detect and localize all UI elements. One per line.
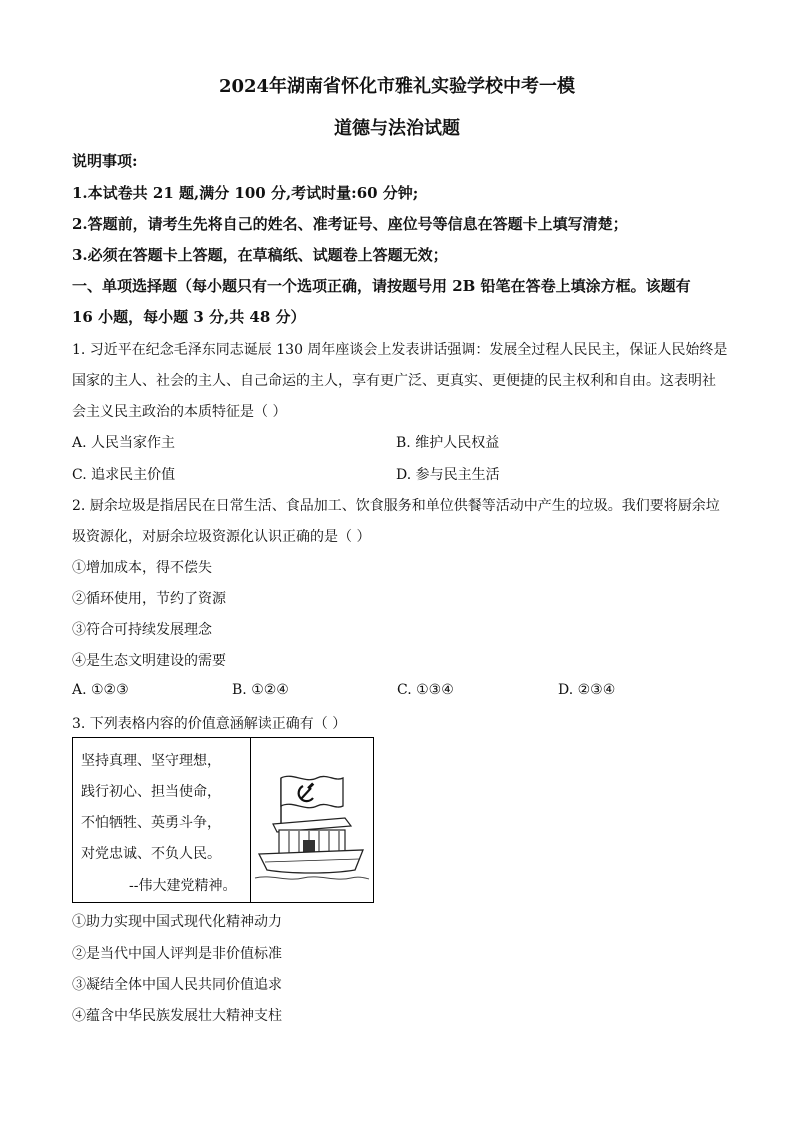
instruction-item: 1.本试卷共 21 题,满分 100 分,考试时量:60 分钟; — [72, 184, 419, 202]
instruction-item: 2.答题前，请考生先将自己的姓名、准考证号、座位号等信息在答题卡上填写清楚； — [72, 215, 628, 233]
quote-source: --伟大建党精神。 — [129, 878, 237, 894]
quote-line: 对党忠诚、不负人民。 — [81, 846, 221, 862]
question-2-option-a: A. ①②③ — [72, 682, 129, 698]
instruction-item: 3.必须在答题卡上答题，在草稿纸、试题卷上答题无效； — [72, 246, 448, 264]
question-2-stem: 2. 厨余垃圾是指居民在日常生活、食品加工、饮食服务和单位供餐等活动中产生的垃圾。我们要将厨余垃 — [72, 498, 720, 514]
question-1-option-c: C. 追求民主价值 — [72, 467, 176, 483]
question-3-item: ②是当代中国人评判是非价值标准 — [72, 946, 282, 962]
question-2-option-b: B. ①②④ — [232, 682, 289, 698]
question-3-item: ①助力实现中国式现代化精神动力 — [72, 914, 282, 930]
question-2-stem: 圾资源化，对厨余垃圾资源化认识正确的是（ ） — [72, 529, 371, 545]
question-2-option-d: D. ②③④ — [558, 682, 616, 698]
question-3-item: ③凝结全体中国人民共同价值追求 — [72, 977, 282, 993]
question-3-item: ④蕴含中华民族发展壮大精神支柱 — [72, 1008, 282, 1024]
section-heading: 一、单项选择题（每小题只有一个选项正确，请按题号用 2B 铅笔在答卷上填涂方框。该题有 — [72, 277, 691, 295]
instructions-heading: 说明事项: — [72, 152, 138, 170]
section-heading-cont: 16 小题，每小题 3 分,共 48 分） — [72, 308, 306, 326]
page-title: 2024年湖南省怀化市雅礼实验学校中考一模 — [218, 76, 576, 97]
red-boat-illustration — [251, 738, 373, 902]
quote-cell — [73, 738, 251, 902]
question-1-option-d: D. 参与民主生活 — [396, 467, 500, 483]
question-1-option-a: A. 人民当家作主 — [72, 435, 176, 451]
question-1-stem: 国家的主人、社会的主人、自己命运的主人，享有更广泛、更真实、更便捷的民主权利和自由。这表明社 — [72, 373, 716, 389]
question-2-item: ①增加成本，得不偿失 — [72, 560, 212, 576]
page-subtitle: 道德与法治试题 — [334, 118, 460, 139]
quote-line: 践行初心、担当使命， — [81, 784, 221, 800]
question-2-option-c: C. ①③④ — [397, 682, 454, 698]
question-1-option-b: B. 维护人民权益 — [396, 435, 500, 451]
question-2-item: ③符合可持续发展理念 — [72, 622, 212, 638]
question-3-stem: 3. 下列表格内容的价值意涵解读正确有（ ） — [72, 716, 347, 732]
question-2-item: ④是生态文明建设的需要 — [72, 653, 226, 669]
quote-line: 坚持真理、坚守理想， — [81, 753, 221, 769]
quote-table — [72, 737, 374, 903]
question-1-stem: 会主义民主政治的本质特征是（ ） — [72, 404, 287, 420]
question-2-item: ②循环使用，节约了资源 — [72, 591, 226, 607]
question-1-stem: 1. 习近平在纪念毛泽东同志诞辰 130 周年座谈会上发表讲话强调：发展全过程人民民主，保证人民始终是 — [72, 342, 728, 358]
quote-line: 不怕牺牲、英勇斗争， — [81, 815, 221, 831]
